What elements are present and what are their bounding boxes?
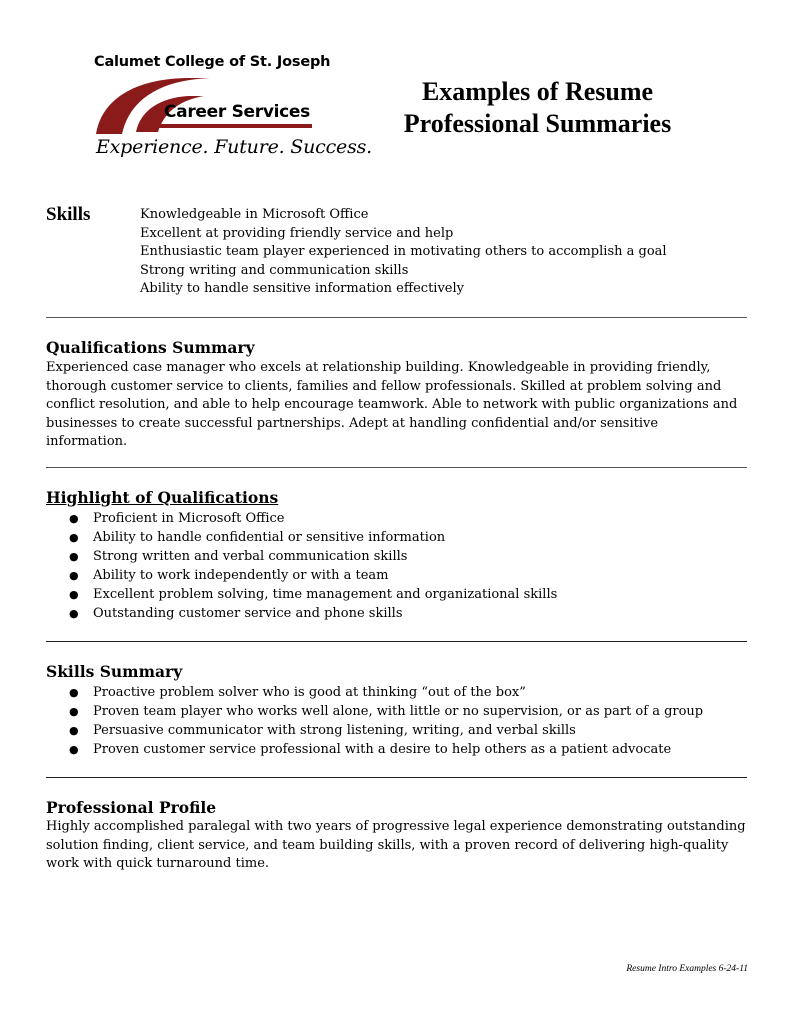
list-item-text: Proficient in Microsoft Office bbox=[93, 511, 285, 526]
list-item bbox=[46, 509, 557, 528]
highlight-of-qualifications-heading: Highlight of Qualifications bbox=[46, 488, 279, 507]
list-item bbox=[46, 566, 557, 585]
list-item bbox=[46, 547, 557, 566]
bullet-icon: ● bbox=[69, 569, 79, 582]
text-line: solution finding, client service, and team building skills, with a proven record of delivering high-quality bbox=[46, 837, 729, 853]
list-item-text: Excellent problem solving, time management and organizational skills bbox=[93, 587, 558, 602]
text-line: Experienced case manager who excels at relationship building. Knowledgeable in providing friendly, bbox=[46, 360, 711, 375]
list-item-text: Strong written and verbal communication skills bbox=[93, 549, 408, 564]
list-item-text: Ability to work independently or with a team bbox=[93, 568, 389, 583]
skills-item: Strong writing and communication skills bbox=[140, 262, 409, 278]
list-item-text: Persuasive communicator with strong listening, writing, and verbal skills bbox=[93, 723, 576, 738]
list-item bbox=[46, 683, 703, 702]
list-item bbox=[46, 604, 557, 623]
text-line: conflict resolution, and able to help encourage teamwork. Able to network with public organizations and bbox=[46, 397, 738, 412]
skills-item: Ability to handle sensitive information effectively bbox=[140, 281, 464, 296]
list-item-text: Ability to handle confidential or sensitive information bbox=[93, 530, 446, 545]
list-item-text: Proven customer service professional with a desire to help others as a patient advocate bbox=[93, 742, 672, 757]
list-item bbox=[46, 528, 557, 547]
list-item bbox=[46, 702, 703, 721]
bullet-icon: ● bbox=[69, 724, 79, 737]
text-line: information. bbox=[46, 434, 128, 449]
bullet-icon: ● bbox=[69, 705, 79, 718]
text-line: work with quick turnaround time. bbox=[46, 856, 270, 871]
bullet-icon: ● bbox=[69, 686, 79, 699]
professional-profile-text bbox=[46, 818, 750, 874]
qualifications-summary-heading: Qualifications Summary bbox=[46, 338, 255, 357]
bullet-icon: ● bbox=[69, 607, 79, 620]
logo-department-name: Career Services bbox=[164, 102, 310, 122]
skills-item: Knowledgeable in Microsoft Office bbox=[140, 207, 369, 222]
qualifications-summary-text bbox=[46, 359, 750, 452]
list-item-text: Outstanding customer service and phone skills bbox=[93, 606, 403, 621]
career-services-logo bbox=[92, 52, 373, 164]
skills-item: Excellent at providing friendly service and help bbox=[140, 225, 454, 241]
logo-college-name: Calumet College of St. Joseph bbox=[94, 54, 331, 70]
section-divider bbox=[46, 777, 747, 778]
page-title-line2: Professional Summaries bbox=[403, 109, 672, 138]
logo-tagline: Experience. Future. Success. bbox=[96, 136, 373, 158]
bullet-icon: ● bbox=[69, 588, 79, 601]
list-item bbox=[46, 585, 557, 604]
text-line: businesses to create successful partnerships. Adept at handling confidential and/or sensitive bbox=[46, 415, 659, 431]
skills-item: Enthusiastic team player experienced in motivating others to accomplish a goal bbox=[140, 244, 667, 259]
bullet-icon: ● bbox=[69, 550, 79, 563]
skills-summary-list bbox=[46, 683, 703, 759]
page-title bbox=[380, 76, 695, 140]
skills-summary-heading: Skills Summary bbox=[46, 662, 183, 681]
page-footer: Resume Intro Examples 6-24-11 bbox=[626, 964, 748, 974]
bullet-icon: ● bbox=[69, 743, 79, 756]
page-title-line1: Examples of Resume bbox=[421, 77, 654, 106]
professional-profile-heading: Professional Profile bbox=[46, 798, 217, 817]
text-line: thorough customer service to clients, families and fellow professionals. Skilled at problem solving and bbox=[46, 378, 722, 394]
list-item-text: Proactive problem solver who is good at thinking “out of the box” bbox=[93, 685, 526, 700]
list-item-text: Proven team player who works well alone, with little or no supervision, or as part of a group bbox=[93, 704, 704, 719]
section-divider bbox=[46, 641, 747, 642]
skills-label: Skills bbox=[46, 204, 91, 225]
bullet-icon: ● bbox=[69, 531, 79, 544]
text-line: Highly accomplished paralegal with two years of progressive legal experience demonstrating outstanding bbox=[46, 819, 746, 834]
list-item bbox=[46, 721, 703, 740]
skills-list bbox=[140, 206, 667, 299]
bullet-icon: ● bbox=[69, 512, 79, 525]
section-divider bbox=[46, 317, 747, 318]
section-divider bbox=[46, 467, 747, 468]
list-item bbox=[46, 740, 703, 759]
highlight-of-qualifications-list bbox=[46, 509, 557, 623]
